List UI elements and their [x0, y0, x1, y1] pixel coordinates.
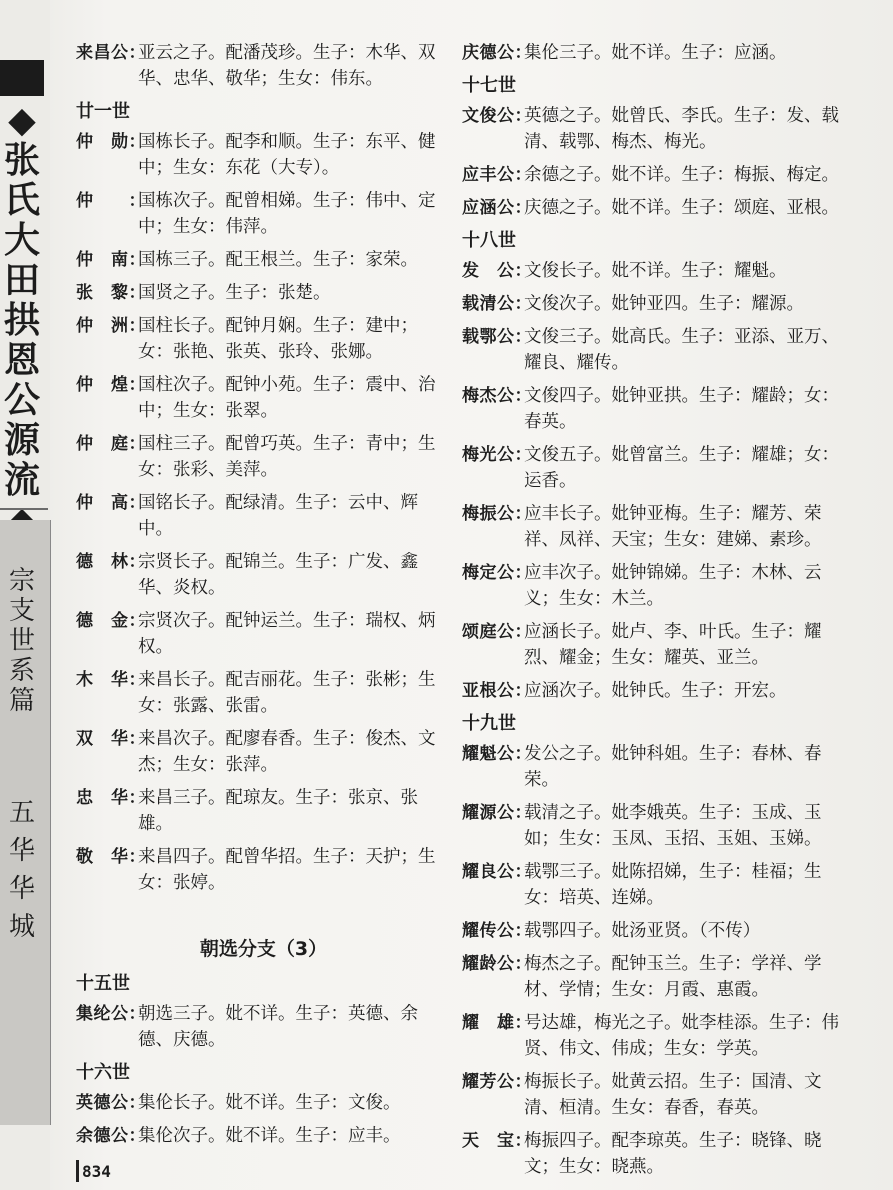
genealogy-entry	[462, 678, 847, 704]
entry-text: 来昌长子。配吉丽花。生子：张彬；生女：张露、张雷。	[138, 670, 436, 716]
entry-name: 耀传公：	[462, 921, 532, 941]
genealogy-entry	[76, 40, 451, 92]
genealogy-entry	[76, 431, 451, 483]
page-number-bar	[76, 1160, 79, 1182]
genealogy-entry	[76, 280, 451, 306]
genealogy-entry	[76, 247, 451, 273]
entry-name: 木 华：	[76, 670, 146, 690]
genealogy-entry	[76, 667, 451, 719]
entry-name: 仲 ：	[76, 191, 146, 211]
entry-text: 余德之子。妣不详。生子：梅振、梅定。	[524, 165, 839, 185]
entry-name: 梅杰公：	[462, 386, 532, 406]
entry-text: 英德之子。妣曾氏、李氏。生子：发、载清、载鄂、梅杰、梅光。	[524, 106, 839, 152]
entry-text: 梅杰之子。配钟玉兰。生子：学祥、学材、学情；生女：月霞、惠霞。	[524, 954, 822, 1000]
entry-text: 文俊长子。妣不详。生子：耀魁。	[524, 261, 787, 281]
side-subtitle-2: 五华华城	[8, 798, 35, 942]
entry-text: 集伦三子。妣不详。生子：应涵。	[524, 43, 787, 63]
entry-text: 号达雄，梅光之子。妣李桂添。生子：伟贤、伟文、伟成；生女：学英。	[524, 1013, 839, 1059]
side-divider	[0, 508, 48, 510]
entry-text: 宗贤长子。配锦兰。生子：广发、鑫华、炎权。	[138, 552, 418, 598]
entry-text: 朝选三子。妣不详。生子：英德、余德、庆德。	[138, 1004, 418, 1050]
entry-name: 余德公：	[76, 1126, 146, 1146]
entry-text: 来昌三子。配琼友。生子：张京、张雄。	[138, 788, 418, 834]
genealogy-entry	[76, 549, 451, 601]
genealogy-entry	[76, 844, 451, 896]
entry-name: 耀源公：	[462, 803, 532, 823]
entry-text: 国柱三子。配曾巧英。生子：青中；生女：张彩、美萍。	[138, 434, 436, 480]
genealogy-entry	[76, 1090, 451, 1116]
entry-name: 载鄂公：	[462, 327, 532, 347]
genealogy-entry	[462, 291, 847, 317]
entry-name: 敬 华：	[76, 847, 146, 867]
entry-name: 集纶公：	[76, 1004, 146, 1024]
genealogy-entry	[76, 372, 451, 424]
entry-name: 仲 高：	[76, 493, 146, 513]
genealogy-entry	[462, 195, 847, 221]
entry-name: 应丰公：	[462, 165, 532, 185]
entry-text: 梅振长子。妣黄云招。生子：国清、文清、桓清。生女：春香，春英。	[524, 1072, 822, 1118]
genealogy-entry	[462, 501, 847, 553]
entry-name: 梅定公：	[462, 563, 532, 583]
entry-name: 梅振公：	[462, 504, 532, 524]
genealogy-entry	[76, 785, 451, 837]
genealogy-entry	[76, 1001, 451, 1053]
entry-text: 文俊次子。妣钟亚四。生子：耀源。	[524, 294, 804, 314]
entry-name: 耀龄公：	[462, 954, 532, 974]
genealogy-entry	[76, 490, 451, 542]
entry-name: 天 宝：	[462, 1131, 532, 1151]
entry-text: 载清之子。妣李娥英。生子：玉成、玉如；生女：玉凤、玉招、玉姐、玉娣。	[524, 803, 822, 849]
entry-name: 忠 华：	[76, 788, 146, 808]
entry-text: 国铭长子。配绿清。生子：云中、辉中。	[138, 493, 418, 539]
entry-name: 张 黎：	[76, 283, 146, 303]
generation-heading: 廿一世	[76, 101, 130, 122]
genealogy-entry	[76, 726, 451, 778]
entry-text: 来昌次子。配廖春香。生子：俊杰、文杰；生女：张萍。	[138, 729, 436, 775]
entry-text: 宗贤次子。配钟运兰。生子：瑞权、炳权。	[138, 611, 436, 657]
genealogy-entry	[462, 918, 847, 944]
genealogy-entry	[462, 951, 847, 1003]
genealogy-entry	[462, 40, 847, 66]
genealogy-entry	[462, 859, 847, 911]
genealogy-entry	[462, 619, 847, 671]
entry-text: 载鄂四子。妣汤亚贤。（不传）	[524, 921, 761, 941]
entry-text: 国柱长子。配钟月娴。生子：建中；女：张艳、张英、张玲、张娜。	[138, 316, 418, 362]
entry-text: 梅振四子。配李琼英。生子：晓锋、晓文；生女：晓燕。	[524, 1131, 822, 1177]
genealogy-entry	[76, 1123, 451, 1149]
genealogy-entry	[462, 560, 847, 612]
generation-heading: 十六世	[76, 1062, 130, 1083]
entry-text: 集伦长子。妣不详。生子：文俊。	[138, 1093, 401, 1113]
genealogy-entry	[462, 1010, 847, 1062]
entry-name: 耀良公：	[462, 862, 532, 882]
generation-heading: 十五世	[76, 973, 130, 994]
entry-name: 梅光公：	[462, 445, 532, 465]
entry-name: 亚根公：	[462, 681, 532, 701]
entry-text: 文俊五子。妣曾富兰。生子：耀雄；女：运香。	[524, 445, 839, 491]
entry-name: 发 公：	[462, 261, 532, 281]
entry-text: 发公之子。妣钟科姐。生子：春林、春荣。	[524, 744, 822, 790]
entry-name: 英德公：	[76, 1093, 146, 1113]
genealogy-entry	[76, 313, 451, 365]
entry-text: 国栋长子。配李和顺。生子：东平、健中；生女：东花（大专）。	[138, 132, 436, 178]
side-band	[0, 0, 50, 1190]
entry-name: 文俊公：	[462, 106, 532, 126]
right-column	[462, 40, 847, 1187]
entry-text: 文俊三子。妣高氏。生子：亚添、亚万、耀良、耀传。	[524, 327, 839, 373]
generation-heading: 十八世	[462, 230, 516, 251]
generation-heading: 十九世	[462, 713, 516, 734]
entry-text: 载鄂三子。妣陈招娣，生子：桂福；生女：培英、连娣。	[524, 862, 822, 908]
entry-name: 耀魁公：	[462, 744, 532, 764]
entry-name: 来昌公：	[76, 43, 146, 63]
entry-text: 应涵长子。妣卢、李、叶氏。生子：耀烈、耀金；生女：耀英、亚兰。	[524, 622, 822, 668]
entry-text: 国栋次子。配曾相娣。生子：伟中、定中；生女：伟萍。	[138, 191, 436, 237]
entry-text: 应丰长子。妣钟亚梅。生子：耀芳、荣祥、凤祥、天宝；生女：建娣、素珍。	[524, 504, 822, 550]
genealogy-entry	[462, 1128, 847, 1180]
entry-name: 双 华：	[76, 729, 146, 749]
entry-name: 德 金：	[76, 611, 146, 631]
genealogy-entry	[76, 129, 451, 181]
side-title: ◆张氏大田拱恩公源流	[3, 99, 40, 501]
entry-name: 颂庭公：	[462, 622, 532, 642]
entry-text: 亚云之子。配潘茂珍。生子：木华、双华、忠华、敬华；生女：伟东。	[138, 43, 436, 89]
genealogy-entry	[76, 188, 451, 240]
entry-name: 应涵公：	[462, 198, 532, 218]
entry-name: 耀芳公：	[462, 1072, 532, 1092]
genealogy-entry	[462, 383, 847, 435]
genealogy-entry	[462, 324, 847, 376]
genealogy-entry	[462, 258, 847, 284]
entry-text: 集伦次子。妣不详。生子：应丰。	[138, 1126, 401, 1146]
entry-name: 德 林：	[76, 552, 146, 572]
genealogy-entry	[462, 442, 847, 494]
genealogy-entry	[462, 800, 847, 852]
genealogy-entry	[462, 741, 847, 793]
branch-heading: 朝选分支（3）	[199, 938, 328, 960]
side-black-block	[0, 60, 44, 96]
entry-text: 国贤之子。生子：张楚。	[138, 283, 331, 303]
left-column	[76, 40, 451, 1156]
entry-name: 仲 洲：	[76, 316, 146, 336]
entry-name: 耀 雄：	[462, 1013, 532, 1033]
entry-text: 国柱次子。配钟小苑。生子：震中、治中；生女：张翠。	[138, 375, 436, 421]
entry-text: 应丰次子。妣钟锦娣。生子：木林、云义；生女：木兰。	[524, 563, 822, 609]
entry-name: 载清公：	[462, 294, 532, 314]
genealogy-entry	[76, 608, 451, 660]
entry-name: 庆德公：	[462, 43, 532, 63]
entry-name: 仲 煌：	[76, 375, 146, 395]
entry-name: 仲 庭：	[76, 434, 146, 454]
genealogy-entry	[462, 1069, 847, 1121]
entry-text: 文俊四子。妣钟亚拱。生子：耀龄；女：春英。	[524, 386, 839, 432]
entry-text: 来昌四子。配曾华招。生子：天护；生女：张婷。	[138, 847, 436, 893]
entry-text: 国栋三子。配王根兰。生子：家荣。	[138, 250, 418, 270]
entry-name: 仲 南：	[76, 250, 146, 270]
generation-heading: 十七世	[462, 75, 516, 96]
entry-text: 庆德之子。妣不详。生子：颂庭、亚根。	[524, 198, 839, 218]
genealogy-entry	[462, 103, 847, 155]
entry-name: 仲 勋：	[76, 132, 146, 152]
genealogy-entry	[462, 162, 847, 188]
entry-text: 应涵次子。妣钟氏。生子：开宏。	[524, 681, 787, 701]
page-number: 834	[82, 1162, 111, 1181]
side-subtitle: 宗支世系篇	[8, 566, 35, 716]
